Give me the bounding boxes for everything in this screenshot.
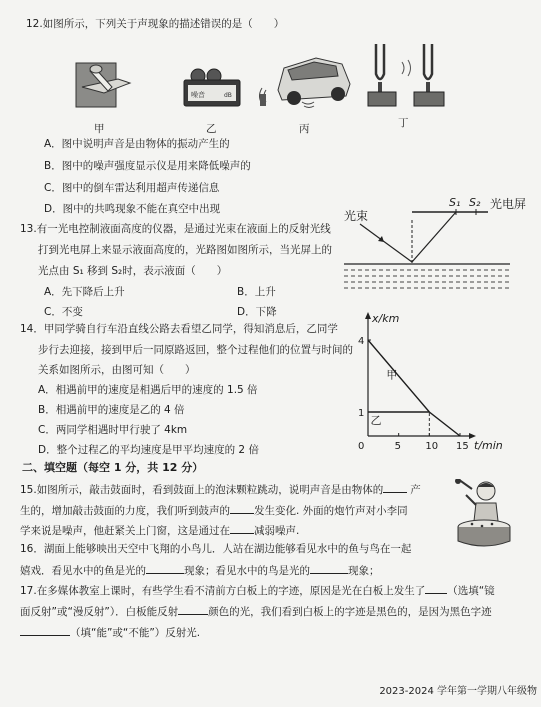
q15-text-2: 产 bbox=[410, 484, 421, 496]
y-tick-label-1: 4 bbox=[358, 336, 365, 347]
q17-blank-1[interactable] bbox=[425, 582, 447, 594]
q12-label-bing: 丙 bbox=[299, 123, 310, 135]
q15-pic-drummer bbox=[452, 479, 514, 549]
q14-chart bbox=[352, 308, 512, 458]
q17-text-1: 17.在多媒体教室上课时，有些学生看不清前方白板上的字迹，原因是光在白板上发生了 bbox=[20, 585, 426, 597]
label-s2: S₂ bbox=[469, 196, 481, 209]
q12-label-ding: 丁 bbox=[398, 117, 409, 129]
q17-text-2: （选填“镜 bbox=[447, 585, 495, 597]
q12-stem: 12.如图所示，下列关于声现象的描述错误的是（ ） bbox=[26, 18, 285, 30]
q16-line-2 bbox=[20, 562, 380, 578]
q16-blank-2[interactable] bbox=[310, 562, 348, 574]
q14-line-1: 14．甲同学骑自行车沿直线公路去看望乙同学，得知消息后，乙同学 bbox=[20, 323, 338, 335]
q17-text-4: 颜色的光，我们看到白板上的字迹是黑色的，是因为黑色字迹 bbox=[208, 606, 492, 618]
q15-text-5: 学来说是噪声，他赶紧关上门窗，这是通过在 bbox=[20, 525, 230, 537]
q16-blank-1[interactable] bbox=[146, 562, 184, 574]
q15-blank-3[interactable] bbox=[230, 522, 254, 534]
label-beam: 光束 bbox=[344, 209, 369, 223]
page-footer: 2023-2024 学年第一学期八年级物 bbox=[379, 686, 537, 697]
q16-text-2: 现象；看见水中的鸟是光的 bbox=[184, 565, 310, 577]
q14-option-d: D．整个过程乙的平均速度是甲平均速度的 2 倍 bbox=[38, 444, 259, 456]
x-tick-label-1: 5 bbox=[394, 441, 402, 452]
q14-option-a: A．相遇前甲的速度是相遇后甲的速度的 1.5 倍 bbox=[38, 384, 258, 396]
q12-option-b: B．图中的噪声强度显示仪是用来降低噪声的 bbox=[44, 160, 251, 172]
q17-text-3: 面反射”或“漫反射”）．白板能反射 bbox=[20, 606, 179, 618]
q13-option-a: A．先下降后上升 bbox=[44, 286, 125, 298]
q12-label-jia: 甲 bbox=[94, 123, 105, 135]
q16-text-3: 现象； bbox=[348, 565, 380, 577]
q13-line-2: 打到光电屏上来显示液面高度的，光路图如图所示，当光屏上的 bbox=[38, 244, 332, 256]
q14-option-c: C．两同学相遇时甲行驶了 4km bbox=[38, 424, 188, 436]
section-2-title: 二、填空题（每空 1 分，共 12 分） bbox=[22, 461, 204, 474]
q17-blank-2[interactable] bbox=[178, 603, 208, 615]
q17-line-3 bbox=[20, 624, 200, 640]
series-line-0 bbox=[368, 340, 460, 436]
q14-line-3: 关系如图所示，由图可知（ ） bbox=[38, 364, 196, 376]
y-axis-label: x/km bbox=[372, 312, 400, 325]
q15-text-1: 15.如图所示，敲击鼓面时，看到鼓面上的泡沫颗粒跳动，说明声音是由物体的 bbox=[20, 484, 384, 496]
q16-text-1: 嬉戏．看见水中的鱼是光的 bbox=[20, 565, 146, 577]
x-tick-label-3: 15 bbox=[456, 441, 469, 452]
y-tick-label-0: 1 bbox=[358, 408, 365, 419]
q15-line-1 bbox=[20, 481, 421, 497]
q17-line-1 bbox=[20, 582, 495, 598]
q12-pic-yi-noise-meter bbox=[182, 66, 242, 108]
q12-option-a: A．图中说明声音是由物体的振动产生的 bbox=[44, 138, 230, 150]
q14-line-2: 步行去迎接，接到甲后一同原路返回，整个过程他们的位置与时间的 bbox=[38, 344, 353, 356]
q17-blank-3[interactable] bbox=[20, 624, 70, 636]
q15-blank-2[interactable] bbox=[230, 502, 254, 514]
q16-line-1: 16．湖面上能够映出天空中飞翔的小鸟儿．人站在湖边能够看见水中的鱼与鸟在一起 bbox=[20, 543, 412, 555]
q15-text-4: 发生变化. 外面的炮竹声对小李同 bbox=[254, 505, 408, 517]
x-axis-label: t/min bbox=[474, 439, 503, 452]
q12-pic-bing-car-radar bbox=[258, 50, 358, 112]
q12-option-d: D．图中的共鸣现象不能在真空中出现 bbox=[44, 203, 221, 215]
label-s1: S₁ bbox=[449, 196, 461, 209]
q12-label-yi: 乙 bbox=[206, 123, 217, 135]
series-label-0: 甲 bbox=[386, 368, 398, 382]
q13-option-b: B．上升 bbox=[237, 286, 276, 298]
x-tick-label-0: 0 bbox=[358, 441, 365, 452]
series-label-1: 乙 bbox=[370, 414, 382, 427]
y-axis-arrow bbox=[365, 312, 371, 319]
q15-line-3 bbox=[20, 522, 299, 538]
q13-line-3: 光点由 S₁ 移到 S₂时，表示液面（ ） bbox=[38, 265, 228, 277]
q13-figure-light-path bbox=[340, 190, 535, 300]
q12-pic-ding-tuning-forks bbox=[366, 38, 452, 110]
q15-text-6: 减弱噪声. bbox=[254, 525, 300, 537]
q12-pic-jia bbox=[74, 57, 132, 113]
q14-option-b: B．相遇前甲的速度是乙的 4 倍 bbox=[38, 404, 185, 416]
q13-line-1: 13.有一光电控制液面高度的仪器，是通过光束在液面上的反射光线 bbox=[20, 223, 331, 235]
q13-option-d: D．下降 bbox=[237, 306, 277, 318]
q12-option-c: C．图中的倒车雷达利用超声传递信息 bbox=[44, 182, 220, 194]
x-tick-label-2: 10 bbox=[425, 441, 439, 452]
q13-option-c: C．不变 bbox=[44, 306, 83, 318]
noise-meter-label: 噪音 bbox=[191, 91, 205, 99]
q17-text-5: （填“能”或“不能”）反射光. bbox=[70, 627, 201, 639]
noise-meter-unit: dB bbox=[224, 92, 232, 99]
q15-text-3: 生的，增加敲击鼓面的力度，我们听到鼓声的 bbox=[20, 505, 230, 517]
label-screen: 光电屏 bbox=[490, 197, 527, 211]
q15-line-2 bbox=[20, 502, 408, 518]
q15-blank-1[interactable] bbox=[383, 481, 407, 493]
q17-line-2 bbox=[20, 603, 492, 619]
